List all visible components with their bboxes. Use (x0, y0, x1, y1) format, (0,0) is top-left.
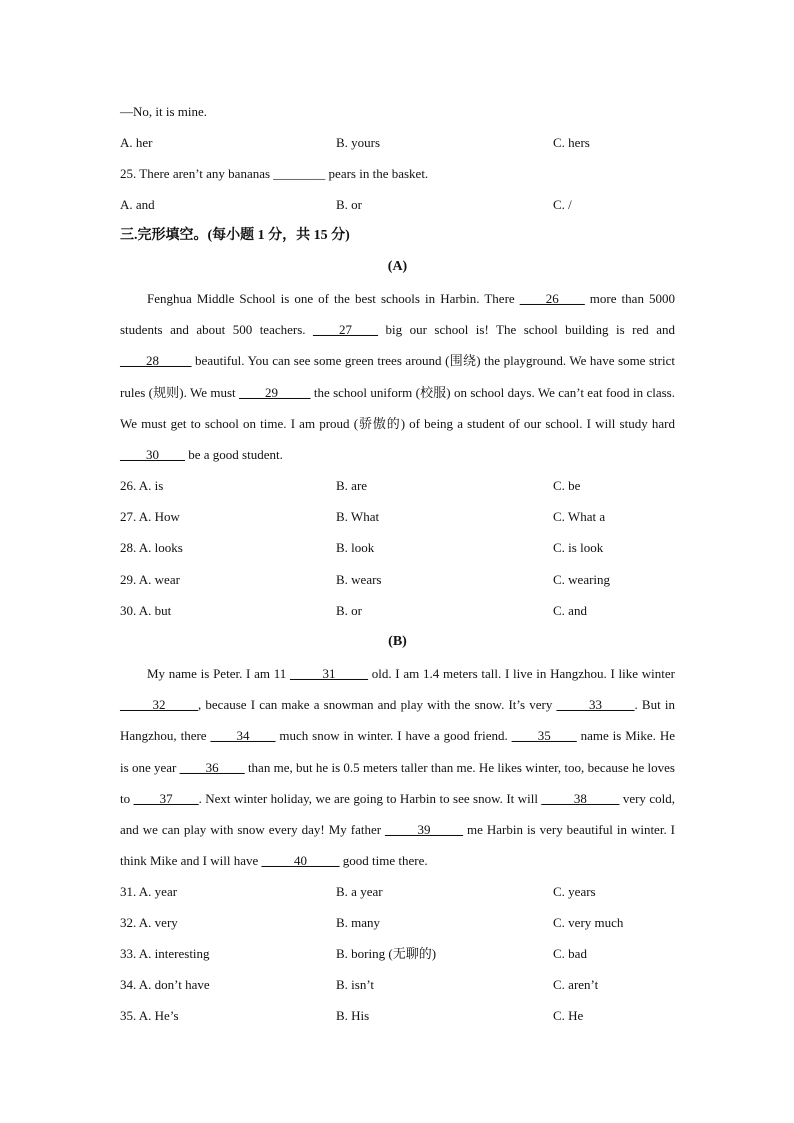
q27-option-b: B. What (336, 509, 380, 524)
blank-40: _____40_____ (261, 853, 340, 869)
q30-option-b: B. or (336, 603, 362, 618)
blank-35: ____35____ (511, 728, 577, 744)
passage-b-label: (B) (388, 634, 407, 649)
q33-option-a: 33. A. interesting (120, 946, 210, 961)
q32-option-a: 32. A. very (120, 915, 178, 930)
passage-b-segment: good time there. (339, 853, 428, 869)
section-title: 三.完形填空。(每小题 1 分，共 15 分) (120, 228, 350, 243)
blank-34: ____34____ (210, 728, 276, 744)
blank-29: ____29_____ (239, 384, 311, 400)
q30-option-c: C. and (553, 603, 587, 618)
q25-blank: ________ (273, 166, 326, 181)
passage-b-segment: name is Mike. He is one year (120, 728, 675, 775)
passage-a-label: (A) (387, 259, 408, 274)
q25-stem (120, 164, 428, 184)
passage-b-segment: My name is Peter. I am 11 (147, 666, 290, 681)
q25-option-a: A. and (120, 197, 155, 212)
intro-line: —No, it is mine. (120, 104, 208, 119)
passage-b-segment: very cold, and we can play with snow every day! My father (120, 790, 675, 838)
q35-option-a: 35. A. He’s (120, 1008, 179, 1023)
passage-a-segment: beautiful. You can see some green trees around (围绕) the playground. We have some strict rules (规则). We must (120, 353, 675, 400)
q27-option-a: 27. A. How (120, 509, 180, 524)
q32-option-c: C. very much (553, 915, 624, 930)
blank-39: _____39_____ (385, 822, 464, 838)
q33-option-b: B. boring (无聊的) (336, 946, 437, 961)
blank-30: ____30____ (120, 447, 185, 463)
q24-option-a: A. her (120, 135, 153, 150)
blank-37: ____37____ (133, 790, 199, 806)
q31-option-c: C. years (553, 884, 596, 899)
q29-option-a: 29. A. wear (120, 572, 180, 587)
q25-option-b: B. or (336, 197, 362, 212)
q25-stem-before: 25. There aren’t any bananas (120, 166, 274, 181)
passage-b-segment: , because I can make a snowman and play with the snow. It’s very (198, 697, 557, 713)
q30-option-a: 30. A. but (120, 603, 172, 618)
q25-stem-after: pears in the basket. (325, 166, 429, 181)
q26-option-a: 26. A. is (120, 478, 164, 493)
q27-option-c: C. What a (553, 509, 606, 524)
passage-a-segment: Fenghua Middle School is one of the best schools in Harbin. There (147, 291, 520, 306)
passage-b-segment: old. I am 1.4 meters tall. I live in Hangzhou. I like winter (367, 666, 675, 681)
blank-33: _____33_____ (556, 697, 635, 713)
passage-b-segment: . Next winter holiday, we are going to Harbin to see snow. It will (198, 790, 542, 806)
passage-b-segment: . But in Hangzhou, there (120, 697, 675, 744)
passage-b-segment: me Harbin is very beautiful in winter. I think Mike and I will have (120, 822, 675, 869)
passage-b-text (120, 658, 675, 876)
blank-28: ____28_____ (120, 353, 192, 369)
passage-a-segment: more than 5000 students and about 500 teachers. (120, 291, 675, 338)
q35-option-b: B. His (336, 1008, 370, 1023)
q26-option-b: B. are (336, 478, 368, 493)
passage-a-segment: be a good student. (185, 447, 283, 463)
q25-option-c: C. / (553, 197, 572, 212)
passage-a-segment: the school uniform (校服) on school days. We can’t eat food in class. We must get to school on time. I am proud (骄傲的) of being a student of our school. I will study hard (120, 384, 675, 431)
blank-32: _____32_____ (120, 697, 198, 713)
q26-option-c: C. be (553, 478, 581, 493)
q34-option-a: 34. A. don’t have (120, 977, 210, 992)
q34-option-b: B. isn’t (336, 977, 375, 992)
q28-option-b: B. look (336, 540, 375, 555)
q31-option-a: 31. A. year (120, 884, 178, 899)
blank-36: ____36____ (179, 759, 245, 775)
q31-option-b: B. a year (336, 884, 383, 899)
q33-option-c: C. bad (553, 946, 587, 961)
blank-38: _____38_____ (541, 790, 620, 806)
q28-option-a: 28. A. looks (120, 540, 183, 555)
passage-b-segment: much snow in winter. I have a good friend. (275, 728, 512, 744)
q24-option-b: B. yours (336, 135, 381, 150)
q28-option-c: C. is look (553, 540, 604, 555)
q35-option-c: C. He (553, 1008, 584, 1023)
blank-31: _____31_____ (289, 666, 368, 681)
q29-option-b: B. wears (336, 572, 382, 587)
blank-27: ____27____ (313, 322, 378, 338)
q24-option-c: C. hers (553, 135, 590, 150)
blank-26: ____26____ (519, 291, 585, 306)
passage-a-text (120, 283, 675, 470)
q34-option-c: C. aren’t (553, 977, 599, 992)
q32-option-b: B. many (336, 915, 381, 930)
passage-b-segment: than me, but he is 0.5 meters taller than me. He likes winter, too, because he loves to (120, 759, 675, 806)
q29-option-c: C. wearing (553, 572, 611, 587)
passage-a-segment: big our school is! The school building is red and (378, 322, 675, 338)
